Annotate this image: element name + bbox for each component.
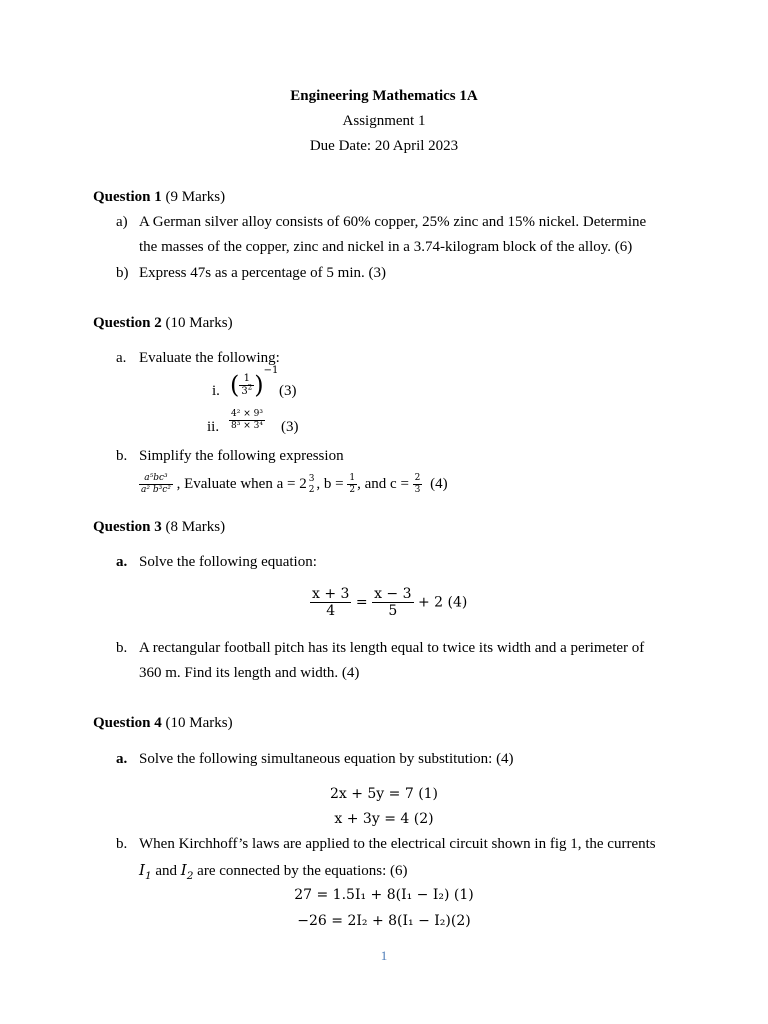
q3-b-line1: A rectangular football pitch has its length equal to twice its width and a perimeter of [139,640,645,656]
q3-left-num: x + 3 [312,586,350,602]
q1-b-text: Express 47s as a percentage of 5 min. (3) [139,265,387,281]
q4-b-line1: When Kirchhoff’s laws are applied to the electrical circuit shown in fig 1, the currents [139,836,656,852]
q2-ii-marker: ii. [207,419,220,435]
question-4-label: Question 4 [93,715,162,731]
q4-b-I1 [139,861,152,882]
q2-i-den-exp: 2 [247,383,253,392]
q4-b-I2 [180,861,194,882]
q4-b-line2 [139,861,408,880]
q2-b-b-fraction [347,474,357,495]
q2-b-marks: (4) [430,475,448,492]
q2-b-expression [139,474,448,495]
q4-b-I2-letter: I [180,861,187,879]
q2-b-c-prefix: , and c = [357,475,409,492]
q2-i-marker: i. [212,383,220,399]
q3-equation [310,587,467,618]
q4-b-and: and [155,863,178,879]
q1-a-line1: A German silver alloy consists of 60% copper, 25% zinc and 15% nickel. Determine [139,214,647,230]
q2-b-c-den: 3 [414,485,421,495]
q4-b-marker: b. [116,836,128,852]
q2-a-text: Evaluate the following: [139,350,280,366]
document-title: Engineering Mathematics 1A [290,88,478,104]
q4-b-I2-sub: 2 [186,870,194,882]
q2-ii-denominator: 8³ × 3⁴ [231,421,263,431]
q2-ii-marks: (3) [281,419,299,435]
question-2-label: Question 2 [93,315,162,331]
q2-b-denominator: a² b³c² [141,485,171,495]
q2-b-c-num: 2 [414,473,421,483]
q2-i-exponent: −1 [263,365,279,376]
q3-right-num: x − 3 [374,586,412,602]
q1-a-marker: a) [116,214,128,230]
left-paren: ( [230,371,240,399]
q1-a-line2: the masses of the copper, zinc and nickel in a 3.74-kilogram block of the alloy. (6) [139,239,633,255]
q3-right-den: 5 [388,603,398,619]
question-1-heading [93,189,225,206]
q3-b-line2: 360 m. Find its length and width. (4) [139,665,360,681]
document-subtitle: Assignment 1 [342,113,426,129]
q2-a-marker: a. [116,350,127,366]
due-date: Due Date: 20 April 2023 [309,138,459,154]
q2-b-b-num: 1 [349,473,356,483]
page-number: 1 [380,948,388,963]
q4-eq2: x + 3y = 4 (2) [334,811,434,827]
q2-b-b-prefix: , b = [316,475,344,492]
q2-ii-numerator: 4² × 9³ [231,409,263,419]
q2-b-fraction [139,474,173,495]
q1-b-marker: b) [116,265,129,281]
question-1-marks: (9 Marks) [165,189,226,205]
q3-a-text: Solve the following equation: [139,554,317,570]
q4-b-I1-sub: 1 [144,870,152,882]
q2-ii-fraction [229,410,265,431]
q2-b-b-den: 2 [349,485,356,495]
q2-i-marks: (3) [279,383,297,399]
q4-eq4: −26 = 2I₂ + 8(I₁ − I₂)(2) [297,913,471,929]
q3-b-marker: b. [116,640,128,656]
question-2-heading [93,315,233,332]
q4-eq1: 2x + 5y = 7 (1) [329,786,439,802]
q2-i-den-base: 3 [241,385,248,397]
q3-left-den: 4 [326,603,336,619]
q2-b-text: Simplify the following expression [139,448,344,464]
question-3-heading [93,519,225,536]
question-2-marks: (10 Marks) [165,315,233,331]
q2-i-fraction [239,374,254,397]
q2-i-denominator [239,383,254,397]
question-3-label: Question 3 [93,519,162,535]
q3-right-fraction [372,587,413,618]
q3-equals: = [355,594,368,611]
q3-left-fraction [310,587,351,618]
q4-b-I1-letter: I [139,861,145,879]
q4-a-text: Solve the following simultaneous equation by substitution: (4) [139,751,514,767]
question-4-marks: (10 Marks) [165,715,233,731]
q2-b-eval-text: , Evaluate when a = 2 [176,475,307,492]
q2-b-numerator: a⁵bc³ [139,474,173,485]
q2-i-expression [230,365,279,399]
q2-ii-expression [229,410,265,431]
q4-b-line2-tail: are connected by the equations: (6) [197,863,408,879]
q2-b-a-num: 3 [308,473,315,484]
question-1-label: Question 1 [93,189,162,205]
right-paren: ) [254,371,264,399]
q4-eq3: 27 = 1.5I₁ + 8(I₁ − I₂) (1) [294,887,474,903]
q2-i-numerator: 1 [239,374,254,386]
q3-a-marker: a. [116,554,128,570]
question-4-heading [93,715,233,732]
q2-b-a-fraction [307,475,317,495]
question-3-marks: (8 Marks) [165,519,226,535]
q2-b-c-fraction [413,474,423,495]
q2-b-marker: b. [116,448,128,464]
q4-a-marker: a. [116,751,128,767]
q3-eq-tail: + 2 (4) [417,594,468,611]
q2-b-a-den: 2 [308,484,315,495]
